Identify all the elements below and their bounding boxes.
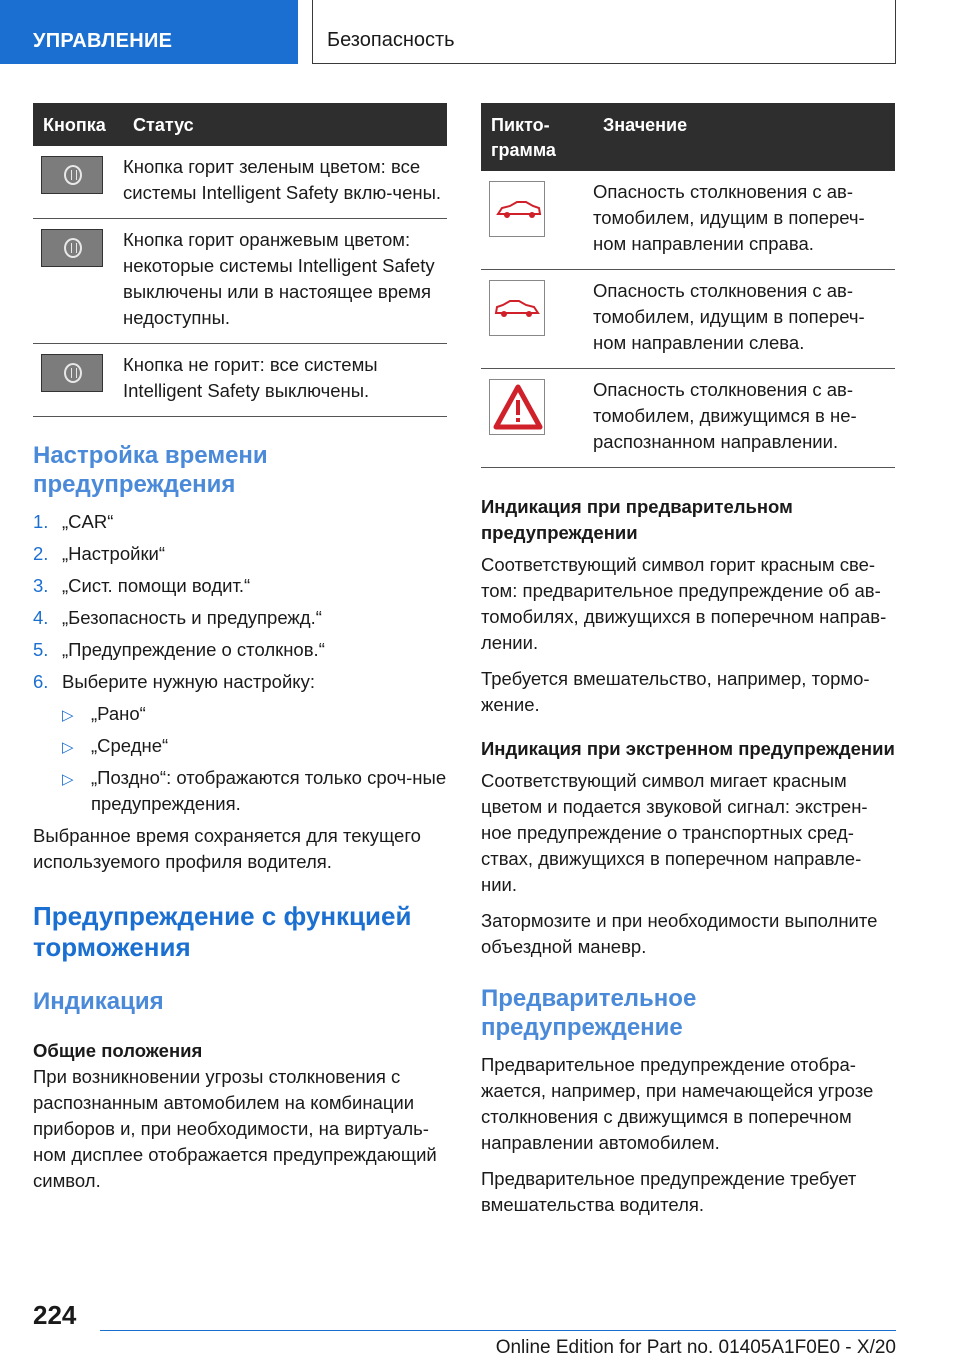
meaning-text: Опасность столкновения с ав-томобилем, идущим в попереч-ном направлении справа. bbox=[593, 171, 895, 270]
table-header-pictogram: Пикто-грамма bbox=[481, 103, 593, 171]
list-item: ▷ „Средне“ bbox=[62, 733, 447, 759]
acute-warning-title: Индикация при экстренном предупреждении bbox=[481, 738, 895, 759]
status-text: Кнопка не горит: все системы Intelligent Safety выключены. bbox=[123, 344, 447, 417]
section-tab: УПРАВЛЕНИЕ bbox=[0, 0, 298, 64]
list-item: ▷ „Рано“ bbox=[62, 701, 447, 727]
pre-warning-text: Соответствующий символ горит красным све-том: предварительное предупреждение об ав-томобилях, движущихся в поперечном направ-лении. bbox=[481, 554, 887, 653]
warning-triangle-icon bbox=[489, 379, 545, 435]
list-item: 5. „Предупреждение о столкнов.“ bbox=[33, 639, 325, 660]
list-item: 3. „Сист. помощи водит.“ bbox=[33, 575, 251, 596]
footer-edition: Online Edition for Part no. 01405A1F0E0 - X/20 bbox=[495, 1337, 896, 1358]
page-number: 224 bbox=[33, 1300, 77, 1330]
intelligent-safety-button-icon bbox=[41, 229, 103, 267]
pre-warning-action: Требуется вмешательство, например, тормо-жение. bbox=[481, 668, 870, 715]
intelligent-safety-button-icon bbox=[41, 354, 103, 392]
setting-steps bbox=[33, 509, 447, 817]
table-row bbox=[33, 146, 447, 219]
meaning-text: Опасность столкновения с ав-томобилем, идущим в попереч-ном направлении слева. bbox=[593, 270, 895, 369]
prelim-text: Предварительное предупреждение отобра-жается, например, при намечающейся угрозе столкновения с движущимся в поперечном направлении автомобилем. bbox=[481, 1054, 874, 1153]
chapter-title: Безопасность bbox=[312, 0, 896, 64]
indication-heading: Индикация bbox=[33, 988, 164, 1015]
table-header-meaning: Значение bbox=[593, 103, 895, 171]
general-text: При возникновении угрозы столкновения с распознанным автомобилем на комбинации приборов и, при необходимости, на виртуаль-ном дисплее отображается предупреждающий символ. bbox=[33, 1066, 437, 1191]
triangle-bullet-icon: ▷ bbox=[62, 739, 74, 756]
car-right-icon bbox=[489, 181, 545, 237]
pictogram-table bbox=[481, 103, 895, 468]
left-column bbox=[33, 103, 447, 1194]
list-item: 6. Выберите нужную настройку: ▷ „Рано“ ▷ „Средне“ ▷ „Поздно“: отображаются только сроч-ные предупреждения. bbox=[33, 669, 447, 817]
status-text: Кнопка горит зеленым цветом: все системы Intelligent Safety вклю-чены. bbox=[123, 146, 447, 219]
footer-divider bbox=[100, 1330, 896, 1331]
list-item: 1. „CAR“ bbox=[33, 511, 114, 532]
triangle-bullet-icon: ▷ bbox=[62, 707, 74, 724]
meaning-text: Опасность столкновения с ав-томобилем, движущимся в не-распознанном направлении. bbox=[593, 369, 895, 468]
acute-warning-text: Соответствующий символ мигает красным цветом и подается звуковой сигнал: экстрен-ное предупреждение о транспортных сред-ствах, движущихся в поперечном направле-нии. bbox=[481, 770, 868, 895]
table-row bbox=[33, 219, 447, 344]
table-row bbox=[481, 171, 895, 270]
table-header-button: Кнопка bbox=[33, 103, 123, 146]
acute-warning-action: Затормозите и при необходимости выполните объездной маневр. bbox=[481, 910, 878, 957]
prelim-requirement: Предварительное предупреждение требует вмешательства водителя. bbox=[481, 1168, 857, 1215]
prelim-heading: Предварительное предупреждение bbox=[481, 985, 697, 1041]
right-column bbox=[481, 103, 895, 1218]
list-item: ▷ „Поздно“: отображаются только сроч-ные предупреждения. bbox=[62, 767, 447, 814]
general-title: Общие положения bbox=[33, 1040, 203, 1061]
triangle-bullet-icon: ▷ bbox=[62, 771, 74, 788]
pre-warning-title: Индикация при предварительном предупреждении bbox=[481, 496, 793, 543]
car-left-icon bbox=[489, 280, 545, 336]
list-item: 2. „Настройки“ bbox=[33, 543, 166, 564]
table-row bbox=[481, 270, 895, 369]
table-header-status: Статус bbox=[123, 103, 447, 146]
button-status-table bbox=[33, 103, 447, 417]
setting-options bbox=[62, 701, 447, 817]
setting-heading: Настройка времени предупреждения bbox=[33, 442, 268, 498]
intelligent-safety-button-icon bbox=[41, 156, 103, 194]
table-row bbox=[33, 344, 447, 417]
setting-note: Выбранное время сохраняется для текущего используемого профиля водителя. bbox=[33, 825, 421, 872]
status-text: Кнопка горит оранжевым цветом: некоторые системы Intelligent Safety выключены или в настоящее время недоступны. bbox=[123, 219, 447, 344]
table-row bbox=[481, 369, 895, 468]
list-item: 4. „Безопасность и предупрежд.“ bbox=[33, 607, 322, 628]
braking-heading: Предупреждение с функцией торможения bbox=[33, 901, 412, 962]
